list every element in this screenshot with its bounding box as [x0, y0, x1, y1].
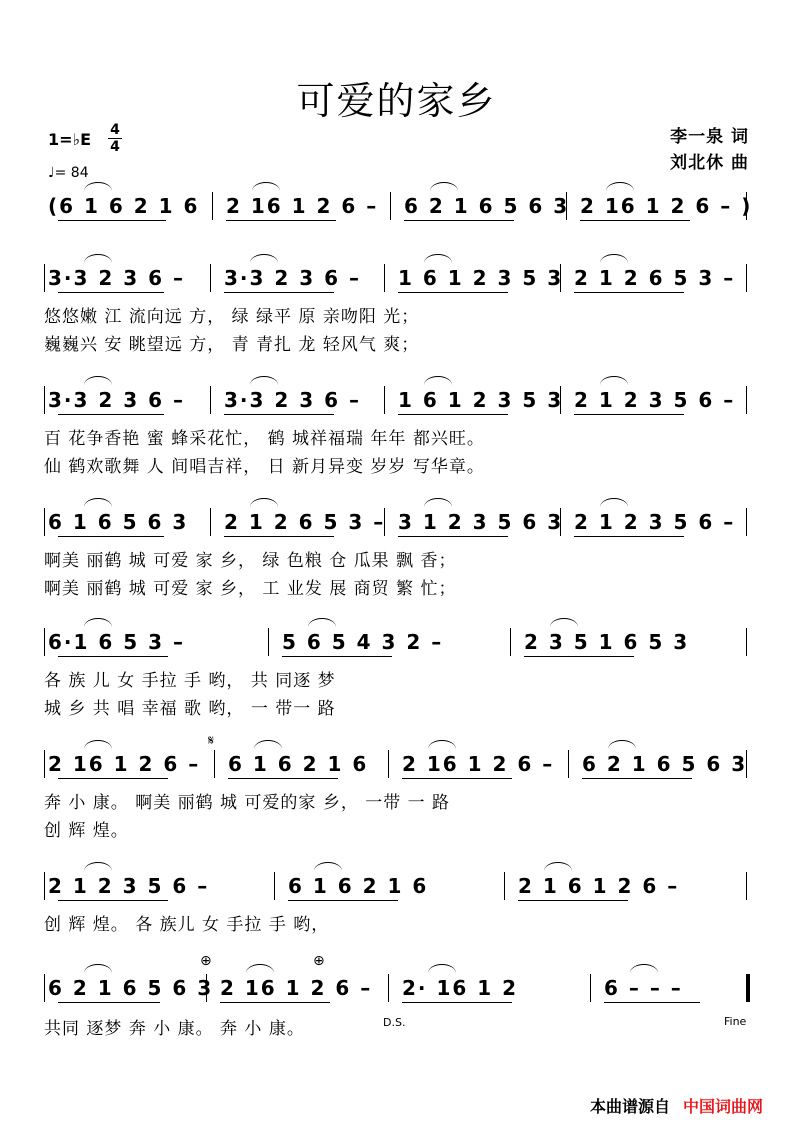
source-site-link[interactable]: 中国词曲网 — [683, 1097, 764, 1116]
measure-notes: 6 2 1 6 5 6 3 — [404, 194, 570, 218]
slur — [600, 254, 628, 263]
measure-notes: 1 6 1 2 3 5 3 — [398, 266, 564, 290]
lyric-line: 各 族 儿 女 手拉 手 哟， 共 同逐 梦 — [44, 671, 336, 691]
measure-notes: 6·1 6 5 3 – — [48, 630, 186, 654]
measure-notes: 2· 16 1 2 — [402, 976, 519, 1000]
slur — [84, 862, 112, 871]
measure-notes: 2 1 6 1 2 6 – — [518, 874, 680, 898]
source-label: 本曲谱源自 — [590, 1097, 671, 1116]
slur — [424, 254, 452, 263]
barline — [510, 628, 511, 656]
beam-line — [398, 536, 508, 537]
beam-line — [582, 778, 692, 779]
beam-line — [58, 778, 168, 779]
barline — [44, 264, 45, 292]
beam-line — [58, 414, 164, 415]
beam-line — [58, 656, 168, 657]
measure-notes: 1 6 1 2 3 5 3 — [398, 388, 564, 412]
slur — [84, 618, 112, 627]
barline — [746, 872, 747, 900]
barline — [44, 386, 45, 414]
slur — [250, 254, 278, 263]
slur — [84, 376, 112, 385]
measure-notes: 3·3 2 3 6 – — [48, 266, 186, 290]
barline — [44, 872, 45, 900]
barline — [212, 192, 213, 220]
lyric-line: 城 乡 共 唱 幸福 歌 哟， 一 带一 路 — [44, 699, 336, 719]
slur — [250, 376, 278, 385]
barline — [44, 974, 45, 1002]
tempo-marking: ♩= 84 — [48, 165, 89, 181]
lyric-line: 百 花争香艳 蜜 蜂采花忙， 鹤 城祥福瑞 年年 都兴旺。 — [44, 429, 485, 449]
beam-line — [580, 220, 690, 221]
measure-notes: 2 3 5 1 6 5 3 — [524, 630, 690, 654]
beam-line — [398, 414, 508, 415]
lyric-line: 巍巍兴 安 眺望远 方， 青 青扎 龙 轻风气 爽； — [44, 335, 420, 355]
measure-notes: 2 1 2 6 5 3 – — [574, 266, 736, 290]
slur — [84, 182, 112, 191]
slur — [84, 498, 112, 507]
beam-line — [58, 220, 166, 221]
lyric-line: 创 辉 煌。 — [44, 821, 129, 841]
barline — [44, 750, 45, 778]
barline — [384, 386, 385, 414]
fine-marking: Fine — [724, 1015, 747, 1028]
barline — [210, 264, 211, 292]
barline — [388, 750, 389, 778]
slur — [428, 964, 456, 973]
slur — [250, 498, 278, 507]
beam-line — [228, 778, 338, 779]
measure-notes: 2 1 2 3 5 6 – — [48, 874, 210, 898]
measure-notes: 2 16 1 2 6 – — [402, 752, 555, 776]
slur — [254, 740, 282, 749]
slur — [84, 254, 112, 263]
beam-line — [574, 414, 684, 415]
segno-mark: 𝄋 — [208, 733, 215, 749]
measure-notes: 2 16 1 2 6 – — [220, 976, 373, 1000]
slur — [608, 740, 636, 749]
measure-notes: 2 16 1 2 6 – — [226, 194, 379, 218]
beam-line — [282, 656, 392, 657]
beam-line — [288, 900, 398, 901]
measure-notes: 3 1 2 3 5 6 3 — [398, 510, 564, 534]
barline — [44, 508, 45, 536]
beam-line — [220, 1002, 330, 1003]
measure-notes: 6 2 1 6 5 6 3 — [582, 752, 748, 776]
barline — [210, 508, 211, 536]
beam-line — [524, 656, 634, 657]
beam-line — [518, 900, 628, 901]
beam-line — [58, 1002, 160, 1003]
barline — [44, 628, 45, 656]
slur — [424, 376, 452, 385]
lyric-line: 啊美 丽鹤 城 可爱 家 乡， 绿 色粮 仓 瓜果 飘 香； — [44, 551, 457, 571]
slur — [600, 376, 628, 385]
barline — [746, 974, 750, 1002]
measure-notes: 2 1 2 3 5 6 – — [574, 510, 736, 534]
ds-marking: D.S. — [383, 1016, 406, 1029]
slur — [252, 182, 280, 191]
barline — [390, 192, 391, 220]
barline — [746, 628, 747, 656]
barline — [746, 386, 747, 414]
measure-notes: 3·3 2 3 6 – — [224, 388, 362, 412]
lyricist-credit: 李一泉 词 — [670, 127, 749, 147]
beam-line — [58, 536, 164, 537]
beam-line — [58, 292, 164, 293]
lyric-line: 创 辉 煌。 各 族儿 女 手拉 手 哟， — [44, 915, 330, 935]
beam-line — [224, 536, 334, 537]
beam-line — [224, 414, 334, 415]
measure-notes: (6 1 6 2 1 6 — [48, 194, 200, 218]
measure-notes: 3·3 2 3 6 – — [224, 266, 362, 290]
measure-notes: 2 1 2 3 5 6 – — [574, 388, 736, 412]
slur — [600, 498, 628, 507]
measure-notes: 6 1 6 2 1 6 — [288, 874, 429, 898]
slur — [308, 618, 336, 627]
barline — [504, 872, 505, 900]
slur — [550, 618, 578, 627]
beam-line — [58, 900, 168, 901]
lyric-line: 仙 鹤欢歌舞 人 间唱吉祥， 日 新月异变 岁岁 写华章。 — [44, 457, 485, 477]
slur — [430, 182, 458, 191]
measure-notes: 6 1 6 5 6 3 — [48, 510, 189, 534]
lyric-line: 共同 逐梦 奔 小 康。 奔 小 康。 — [44, 1019, 305, 1039]
beam-line — [226, 220, 336, 221]
measure-notes: 2 1 2 6 5 3 – — [224, 510, 386, 534]
measure-notes: 6 2 1 6 5 6 3 — [48, 976, 214, 1000]
beam-line — [402, 1002, 512, 1003]
measure-notes: 3·3 2 3 6 – — [48, 388, 186, 412]
slur — [544, 862, 572, 871]
coda-mark-2: ⊕ — [313, 953, 325, 969]
measure-notes: 5 6 5 4 3 2 – — [282, 630, 444, 654]
beam-line — [574, 536, 684, 537]
beam-line — [402, 778, 512, 779]
song-title: 可爱的家乡 — [296, 79, 497, 123]
barline — [384, 264, 385, 292]
barline — [388, 974, 389, 1002]
coda-mark-1: ⊕ — [200, 953, 212, 969]
barline — [210, 386, 211, 414]
barline — [746, 508, 747, 536]
barline — [214, 750, 215, 778]
measure-notes: 6 1 6 2 1 6 — [228, 752, 369, 776]
barline — [268, 628, 269, 656]
beam-line — [398, 292, 508, 293]
measure-notes: 6 – – – — [604, 976, 683, 1000]
composer-credit: 刘北休 曲 — [670, 153, 749, 173]
beam-line — [604, 1002, 700, 1003]
slur — [630, 964, 658, 973]
slur — [246, 964, 274, 973]
slur — [428, 740, 456, 749]
slur — [84, 964, 112, 973]
barline — [590, 974, 591, 1002]
measure-notes: 2 16 1 2 6 – ) — [580, 194, 753, 218]
slur — [314, 862, 342, 871]
slur — [84, 740, 112, 749]
slur — [606, 182, 634, 191]
meter-top: 4 — [110, 122, 120, 138]
beam-line — [574, 292, 684, 293]
lyric-line: 啊美 丽鹤 城 可爱 家 乡， 工 业发 展 商贸 繁 忙； — [44, 579, 457, 599]
barline — [746, 264, 747, 292]
meter-bottom: 4 — [110, 139, 120, 155]
barline — [568, 750, 569, 778]
lyric-line: 悠悠嫩 江 流向远 方， 绿 绿平 原 亲吻阳 光； — [44, 307, 420, 327]
slur — [424, 498, 452, 507]
measure-notes: 2 16 1 2 6 – — [48, 752, 201, 776]
key-signature: 1=♭E — [48, 130, 92, 149]
beam-line — [404, 220, 514, 221]
lyric-line: 奔 小 康。 啊美 丽鹤 城 可爱的家 乡， 一带 一 路 — [44, 793, 451, 813]
beam-line — [224, 292, 334, 293]
barline — [274, 872, 275, 900]
